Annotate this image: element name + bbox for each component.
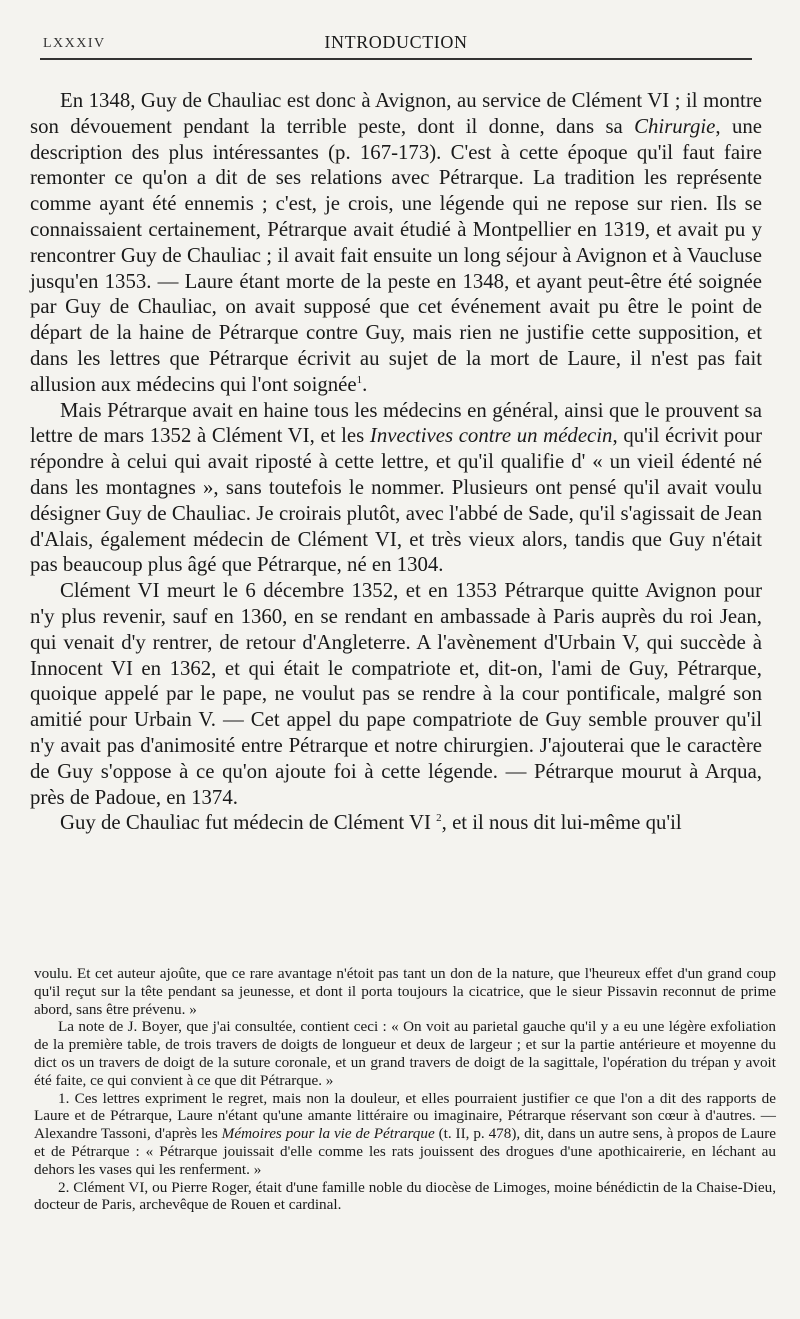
paragraph-3: Clément VI meurt le 6 décembre 1352, et en 1353 Pétrarque quitte Avignon pour n'y plus revenir, sauf en 1360, en se rendant en ambassade à Paris auprès du roi Jean, qui venait d'y rentrer, de retour d'Angleterre. A l'avènement d'Urbain V, qui succède à Innocent VI en 1362, et qui était le compatriote et, dit-on, l'ami de Guy, Pétrarque, quoique appelé par le pape, ne voulut pas se rendre à la cour pontificale, malgré son amitié pour Urbain V. — Cet appel du pape compatriote de Guy semble prouver qu'il n'y avait pas d'animosité entre Pétrarque et notre chirurgien. J'ajouterai que le caractère de Guy s'oppose à ce qu'on ajoute foi à cette légende. — Pétrarque mourut à Arqua, près de Padoue, en 1374. xyxy=(30,579,762,809)
footnote-2: 2. Clément VI, ou Pierre Roger, était d'une famille noble du diocèse de Limoges, moine bénédictin de la Chaise-Dieu, docteur de Paris, archevêque de Rouen et cardinal. xyxy=(34,1178,776,1214)
running-title: INTRODUCTION xyxy=(324,32,468,52)
paragraph-1: En 1348, Guy de Chauliac est donc à Avignon, au service de Clément VI ; il montre son dévouement pendant la terrible peste, dont il donne, dans sa Chirurgie, une description des plus intéressantes (p. 167-173). C'est à cette époque qu'il faut faire remonter ce qu'on a dit de ses relations avec Pétrarque. La tradition les représente comme ayant été ennemis ; c'est, je crois, une légende qui ne repose sur rien. Ils se connaissaient certainement, Pétrarque avait étudié à Montpellier en 1319, et avait pu y rencontrer Guy de Chauliac ; il avait fait ensuite un long séjour à Avignon et à Vaucluse jusqu'en 1353. — Laure étant morte de la peste en 1348, et ayant peut-être été soignée par Guy de Chauliac, on avait supposé que cet événement avait pu être le point de départ de la haine de Pétrarque contre Guy, mais rien ne justifie cette supposition, et dans les lettres que Pétrarque écrivit au sujet de la mort de Laure, il n'est pas fait allusion aux médecins qui l'ont soignée$^1$. xyxy=(30,89,762,396)
page-number: LXXXIV xyxy=(43,36,106,51)
paragraph-2: Mais Pétrarque avait en haine tous les médecins en général, ainsi que le prouvent sa lettre de mars 1352 à Clément VI, et les Invectives contre un médecin, qu'il écrivit pour répondre à celui qui avait riposté à cette lettre, et qu'il qualifie d' « un vieil édenté né dans les montagnes », sans toutefois le nommer. Plusieurs ont pensé qu'il avait voulu désigner Guy de Chauliac. Je croirais plutôt, avec l'abbé de Sade, qu'il s'agissait de Jean d'Alais, également médecin de Clément VI, et très vieux alors, tandis que Guy n'était pas beaucoup plus âgé que Pétrarque, né en 1304. xyxy=(30,398,762,577)
footnote-boyer: La note de J. Boyer, que j'ai consultée, contient ceci : « On voit au parietal gauche qu'il y a eu une légère exfoliation de la première table, de trois travers de doigts de longueur et deux de largeur ; et sur la partie antérieure et moyenne du dict os un travers de doigt de la suture coronale, et un grand travers de doigt de la sagittale, l'opération du trépan y avoit été faite, ce qui convient à ce que dit Pétrarque. » xyxy=(34,1018,776,1089)
paragraph-4: Guy de Chauliac fut médecin de Clément VI $^2$, et il nous dit lui-même qu'il xyxy=(60,811,682,835)
footnote-1: 1. Ces lettres expriment le regret, mais non la douleur, et elles pourraient justifier ce que l'on a dit des rapports de Laure et de Pétrarque, Laure n'étant qu'une amante littéraire ou imaginaire, Pétrarque réservant son cœur à d'autres. — Alexandre Tassoni, d'après les Mémoires pour la vie de Pétrarque (t. II, p. 478), dit, dans un autre sens, à propos de Laure et de Pétrarque : « Pétrarque jouissait d'elle comme les rats jouissent des drogues d'une apothicairerie, en léchant au dehors les vases qui les renferment. » xyxy=(34,1089,776,1178)
footnote-continuation: voulu. Et cet auteur ajoûte, que ce rare avantage n'étoit pas tant un don de la nature, que l'heureux effet d'un grand coup qu'il reçut sur la tête pendant sa jeunesse, et dont il porta toujours la cicatrice, que le sieur Pissavin reconnut de prime abord, sans être prévenu. » xyxy=(34,965,776,1018)
footnotes xyxy=(34,965,776,1214)
italic-title: Chirurgie xyxy=(634,114,716,138)
italic-title: Mémoires pour la vie de Pétrarque xyxy=(221,1125,435,1143)
running-header xyxy=(40,28,752,60)
footnote-ref-1: 1 xyxy=(356,373,363,386)
italic-title: Invectives contre un médecin xyxy=(369,424,613,448)
footnote-ref-2: 2 xyxy=(436,812,442,825)
main-text xyxy=(30,88,762,836)
